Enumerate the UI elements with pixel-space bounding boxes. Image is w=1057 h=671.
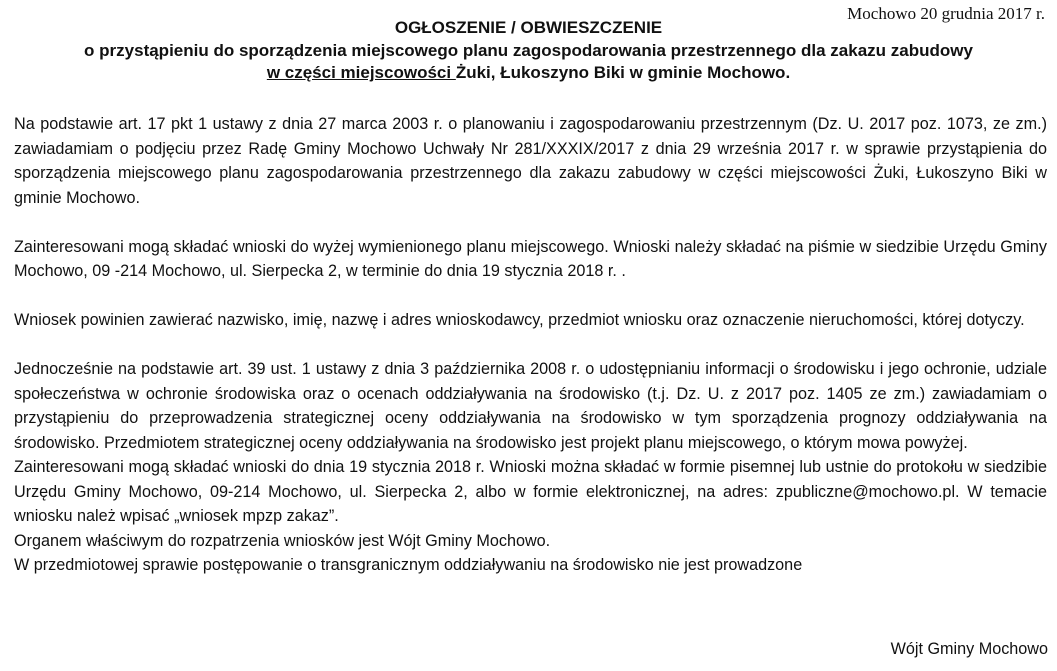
document-body xyxy=(14,112,1047,578)
signature: Wójt Gminy Mochowo xyxy=(890,640,1048,658)
paragraph-submission-info: Zainteresowani mogą składać wnioski do wyżej wymienionego planu miejscowego. Wnioski należy składać na piśmie w siedzibie Urzędu Gminy Mochowo, 09 -214 Mochowo, ul. Sierpecka 2, w terminie do dnia 19 stycznia 2018 r. . xyxy=(14,237,1047,280)
paragraph-legal-basis: Na podstawie art. 17 pkt 1 ustawy z dnia 27 marca 2003 r. o planowaniu i zagospodarowaniu przestrzennym (Dz. U. 2017 poz. 1073, ze zm.) zawiadamiam o podjęciu przez Radę Gminy Mochowo Uchwały Nr 281/XXXIX/2017 z dnia 29 września 2017 r. w sprawie przystąpienia do sporządzenia miejscowego planu zagospodarowania przestrzennego dla zakazu zabudowy w części miejscowości Żuki, Łukoszyno Biki w gminie Mochowo. xyxy=(14,115,1047,207)
paragraph-application-contents: Wniosek powinien zawierać nazwisko, imię, nazwę i adres wnioskodawcy, przedmiot wniosku oraz oznaczenie nieruchomości, której dotyczy. xyxy=(14,311,1025,329)
subtitle-locations: Żuki, Łukoszyno Biki w gminie Mochowo. xyxy=(455,63,791,82)
paragraph-spacer xyxy=(14,333,1047,358)
document-title: OGŁOSZENIE / OBWIESZCZENIE xyxy=(394,18,663,37)
paragraph-transboundary-note: W przedmiotowej sprawie postępowanie o transgranicznym oddziaływaniu na środowisko nie jest prowadzone xyxy=(14,556,803,574)
paragraph-environmental-assessment: Jednocześnie na podstawie art. 39 ust. 1 ustawy z dnia 3 października 2008 r. o udostępnianiu informacji o środowisku i jego ochronie, udziale społeczeństwa w ochronie środowiska oraz o ocenach oddziaływania na środowisko (t.j. Dz. U. z 2017 poz. 1405 ze zm.) zawiadamiam o przystąpieniu do przeprowadzenia strategicznej oceny oddziaływania na środowisko w tym sporządzenia prognozy oddziaływania na środowisko. Przedmiotem strategicznej oceny oddziaływania na środowisko jest projekt planu miejscowego, o którym mowa powyżej. xyxy=(14,360,1047,452)
document-subtitle-line-2 xyxy=(0,62,1057,85)
paragraph-competent-authority: Organem właściwym do rozpatrzenia wniosków jest Wójt Gminy Mochowo. xyxy=(14,531,551,550)
document-header xyxy=(0,17,1057,85)
document-date: Mochowo 20 grudnia 2017 r. xyxy=(847,4,1045,23)
paragraph-spacer xyxy=(14,210,1047,235)
subtitle-underlined-phrase: w części miejscowości xyxy=(266,63,456,82)
document-subtitle-line-1: o przystąpieniu do sporządzenia miejscowego planu zagospodarowania przestrzennego dla zakazu zabudowy xyxy=(84,40,973,60)
paragraph-spacer xyxy=(14,284,1047,309)
paragraph-submission-deadline: Zainteresowani mogą składać wnioski do dnia 19 stycznia 2018 r. Wnioski można składać w formie pisemnej lub ustnie do protokołu w siedzibie Urzędu Gminy Mochowo, 09-214 Mochowo, ul. Sierpecka 2, albo w formie elektronicznej, na adres: zpubliczne@mochowo.pl. W temacie wniosku należ wpisać „wniosek mpzp zakaz”. xyxy=(14,458,1047,525)
